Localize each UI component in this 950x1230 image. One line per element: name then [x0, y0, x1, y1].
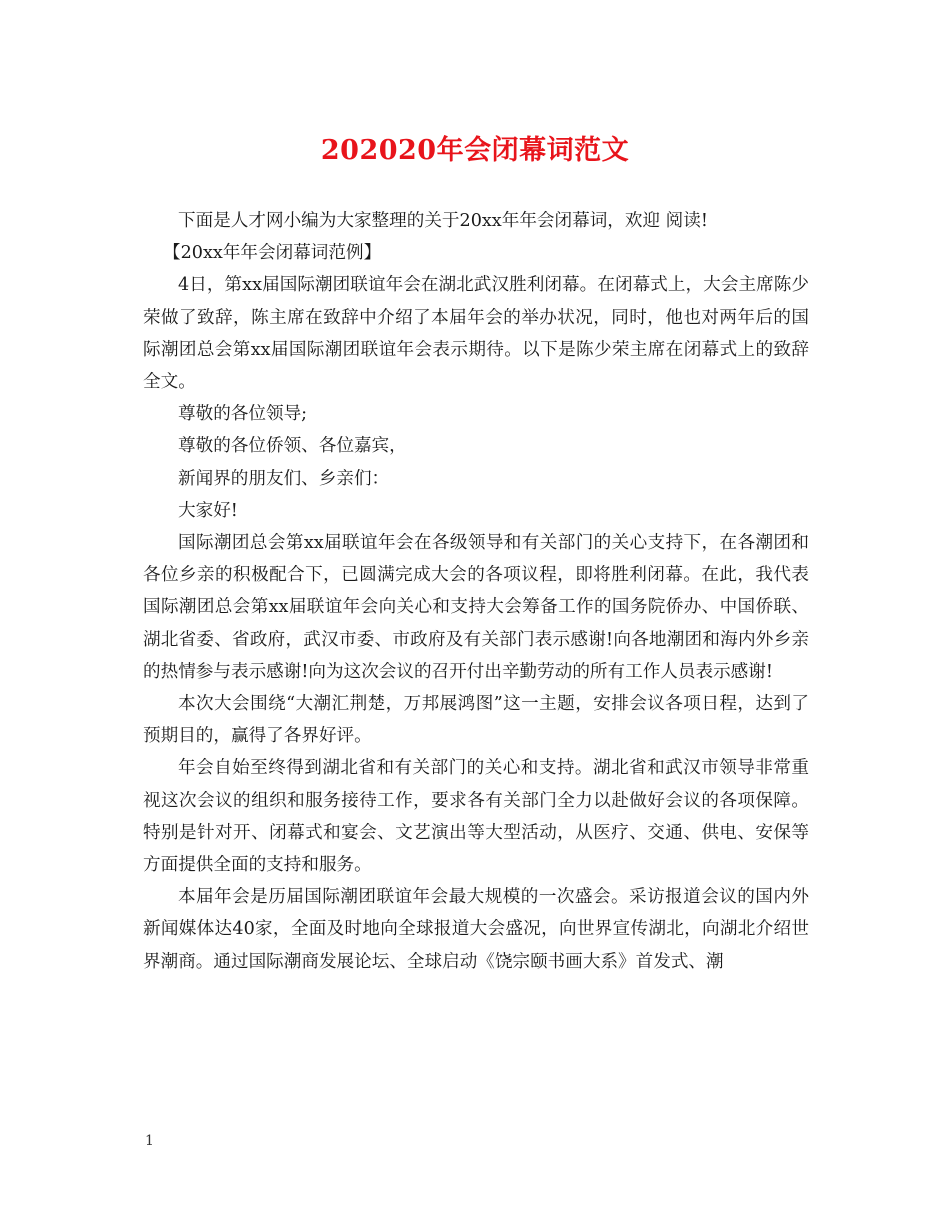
page-title: 202020年会闭幕词范文: [320, 135, 630, 166]
paragraph-heading: 【20xx年年会闭幕词范例】: [163, 243, 382, 264]
document-body: [143, 205, 809, 978]
paragraph-salutation: 尊敬的各位领导;: [178, 404, 308, 425]
paragraph: 年会自始至终得到湖北省和有关部门的关心和支持。湖北省和武汉市领导非常重视这次会议的组织和服务接待工作，要求各有关部门全力以赴做好会议的各项保障。特别是针对开、闭幕式和宴会、文艺演出等大型活动，从医疗、交通、供电、安保等方面提供全面的支持和服务。: [143, 758, 809, 876]
paragraph: 4日，第xx届国际潮团联谊年会在湖北武汉胜利闭幕。在闭幕式上，大会主席陈少荣做了致辞，陈主席在致辞中介绍了本届年会的举办状况，同时，他也对两年后的国际潮团总会第xx届国际潮团联谊年会表示期待。以下是陈少荣主席在闭幕式上的致辞全文。: [143, 275, 809, 393]
paragraph-greeting: 大家好!: [178, 500, 238, 521]
paragraph: 国际潮团总会第xx届联谊年会在各级领导和有关部门的关心支持下，在各潮团和各位乡亲的积极配合下，已圆满完成大会的各项议程，即将胜利闭幕。在此，我代表国际潮团总会第xx届联谊年会向关心和支持大会筹备工作的国务院侨办、中国侨联、湖北省委、省政府，武汉市委、市政府及有关部门表示感谢!向各地潮团和海内外乡亲的热情参与表示感谢!向为这次会议的召开付出辛勤劳动的所有工作人员表示感谢!: [143, 533, 809, 682]
paragraph-intro: 下面是人才网小编为大家整理的关于20xx年年会闭幕词，欢迎 阅读!: [178, 211, 708, 231]
paragraph-salutation: 尊敬的各位侨领、各位嘉宾，: [178, 436, 407, 457]
paragraph: 本届年会是历届国际潮团联谊年会最大规模的一次盛会。采访报道会议的国内外新闻媒体达40家，全面及时地向全球报道大会盛况，向世界宣传湖北，向湖北介绍世界潮商。通过国际潮商发展论坛、全球启动《饶宗颐书画大系》首发式、潮: [143, 887, 809, 972]
paragraph-salutation: 新闻界的朋友们、乡亲们：: [178, 468, 390, 489]
page-number: 1: [145, 1133, 154, 1149]
paragraph: 本次大会围绕“大潮汇荆楚，万邦展鸿图”这一主题，安排会议各项日程，达到了预期目的，赢得了各界好评。: [143, 694, 809, 747]
